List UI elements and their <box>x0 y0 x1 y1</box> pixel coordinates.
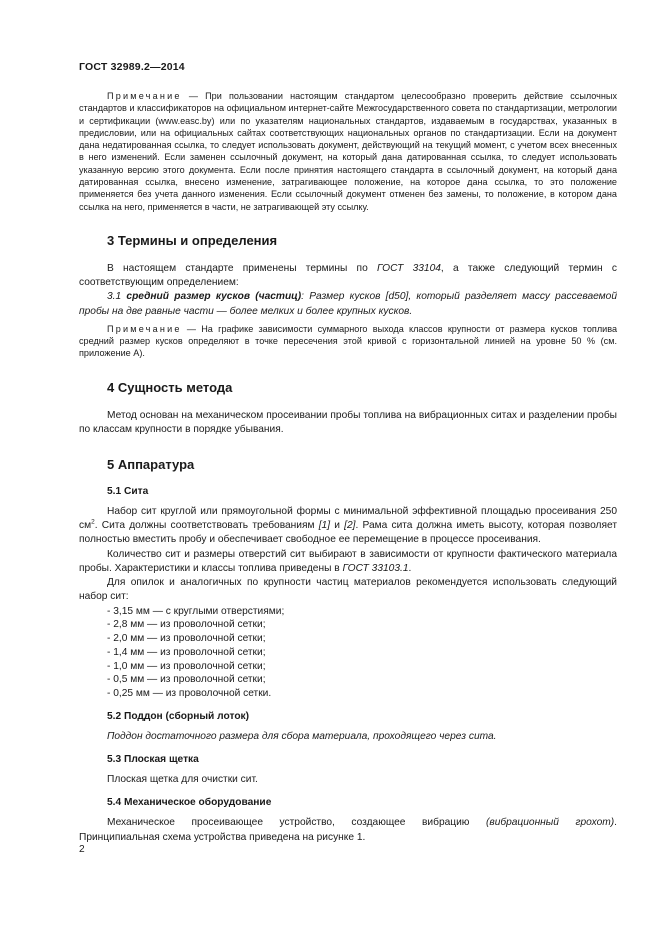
subsection-5-1-title: 5.1 Сита <box>107 486 149 498</box>
document-body <box>79 90 617 845</box>
text: . Сита должны соответствовать требованиям <box>94 520 319 532</box>
list-item: - 0,25 мм — из проволочной сетки. <box>107 688 272 700</box>
list-item: - 0,5 мм — из проволочной сетки; <box>107 674 266 686</box>
text: и <box>330 520 345 532</box>
term-definition-text: : Размер кусков [d50], который разделяет массу рассеваемой пробы на две равные части — более мелких и более крупных кусков. <box>79 291 617 317</box>
section-3-paragraph <box>79 262 617 290</box>
section-3-note <box>79 323 617 360</box>
list-item: - 1,0 мм — из проволочной сетки; <box>107 660 266 672</box>
subsection-5-3-title: 5.3 Плоская щетка <box>107 754 199 766</box>
subsection-5-4-title: 5.4 Механическое оборудование <box>107 797 272 809</box>
note-label: Примечание <box>107 91 182 101</box>
subsection-5-3-paragraph: Плоская щетка для очистки сит. <box>107 774 258 786</box>
term-definition <box>79 290 617 318</box>
list-item: - 3,15 мм — с круглыми отверстиями; <box>107 605 285 617</box>
term-number: 3.1 <box>107 291 127 303</box>
note-paragraph <box>79 90 617 213</box>
list-item: - 2,0 мм — из проволочной сетки; <box>107 633 266 645</box>
text: . <box>408 562 412 574</box>
superscript: 2 <box>91 518 95 526</box>
reference: [2] <box>344 520 356 532</box>
text: Механическое просеивающее устройство, создающее вибрацию <box>107 817 486 829</box>
subsection-5-4-paragraph <box>79 816 617 844</box>
section-3-text-cont: , а также следующий термин с соответствующим определением: <box>79 262 617 289</box>
section-3-title: 3 Термины и определения <box>107 232 278 248</box>
text: . Рама сита должна иметь высоту, которая позволяет полностью вместить пробу и обеспечивает свободное ее перемещение в процессе просеивания. <box>79 520 617 546</box>
subsection-5-1-paragraph-3: Для опилок и аналогичных по крупности частиц материалов рекомендуется использовать следующий набор сит: <box>79 577 617 603</box>
list-item: - 1,4 мм — из проволочной сетки; <box>107 646 266 658</box>
reference: [1] <box>318 520 331 532</box>
section-4-title: 4 Сущность метода <box>107 379 233 395</box>
italic-text: (вибрационный грохот) <box>485 817 615 829</box>
section-4-paragraph: Метод основан на механическом просеивании пробы топлива на вибрационных ситах и разделении пробы по классам крупности в порядке убывания. <box>79 409 617 435</box>
sieve-list <box>79 605 617 702</box>
section-5-title: 5 Аппаратура <box>107 457 195 473</box>
text: Количество сит и размеры отверстий сит выбирают в зависимости от крупности фактического материала пробы. Характеристики и классы топлива приведены в <box>79 548 617 574</box>
page-number: 2 <box>79 844 85 855</box>
subsection-5-2-paragraph: Поддон достаточного размера для сбора материала, проходящего через сита. <box>107 731 497 743</box>
subsection-5-2-title: 5.2 Поддон (сборный лоток) <box>107 711 250 723</box>
text: . Принципиальная схема устройства приведена на рисунке 1. <box>79 817 617 843</box>
term-name: средний размер кусков (частиц) <box>126 291 302 303</box>
list-item: - 2,8 мм — из проволочной сетки; <box>107 619 266 631</box>
section-3-reference: ГОСТ 33104 <box>376 262 441 274</box>
subsection-5-1-paragraph-1 <box>79 505 617 548</box>
note-label: Примечание <box>107 323 182 334</box>
document-header: ГОСТ 32989.2—2014 <box>79 61 185 73</box>
note-text: — На графике зависимости суммарного выхода классов крупности от размера кусков топлива средний размер кусков определяют в точке пересечения этой кривой с горизонтальной линией на уровне 50 % (см. приложение А). <box>79 323 617 359</box>
subsection-5-1-paragraph-2 <box>79 548 617 576</box>
text: Набор сит круглой или прямоугольной формы с минимальной эффективной площадью просеивания 250 см <box>79 506 617 532</box>
reference: ГОСТ 33103.1 <box>342 562 409 574</box>
section-3-text: В настоящем стандарте применены термины по <box>107 262 377 274</box>
note-text: — При пользовании настоящим стандартом целесообразно проверить действие ссылочных стандартов и классификаторов на официальном интернет-сайте Межгосударственного совета по стандартизации, метрологии и сертификации (www.easc.by) или по указателям национальных стандартов, издаваемым в государствах, указанных в предисловии, или на официальных сайтах соответствующих национальных органов по стандартизации. Если на документ дана недатированная ссылка, то следует использовать документ, действующий на текущий момент, с учетом всех внесенных в него изменений. Если заменен ссылочный документ, на который дана датированная ссылка, то следует использовать указанную версию этого документа. Если после принятия настоящего стандарта в ссылочный документ, на который дана датированная ссылка, внесено изменение, затрагивающее положение, на которое дана ссылка, то это положение применяется без учета данного изменения. Если ссылочный документ отменен без замены, то положение, в котором дана ссылка на него, применяется в части, не затрагивающей эту ссылку. <box>79 91 617 212</box>
